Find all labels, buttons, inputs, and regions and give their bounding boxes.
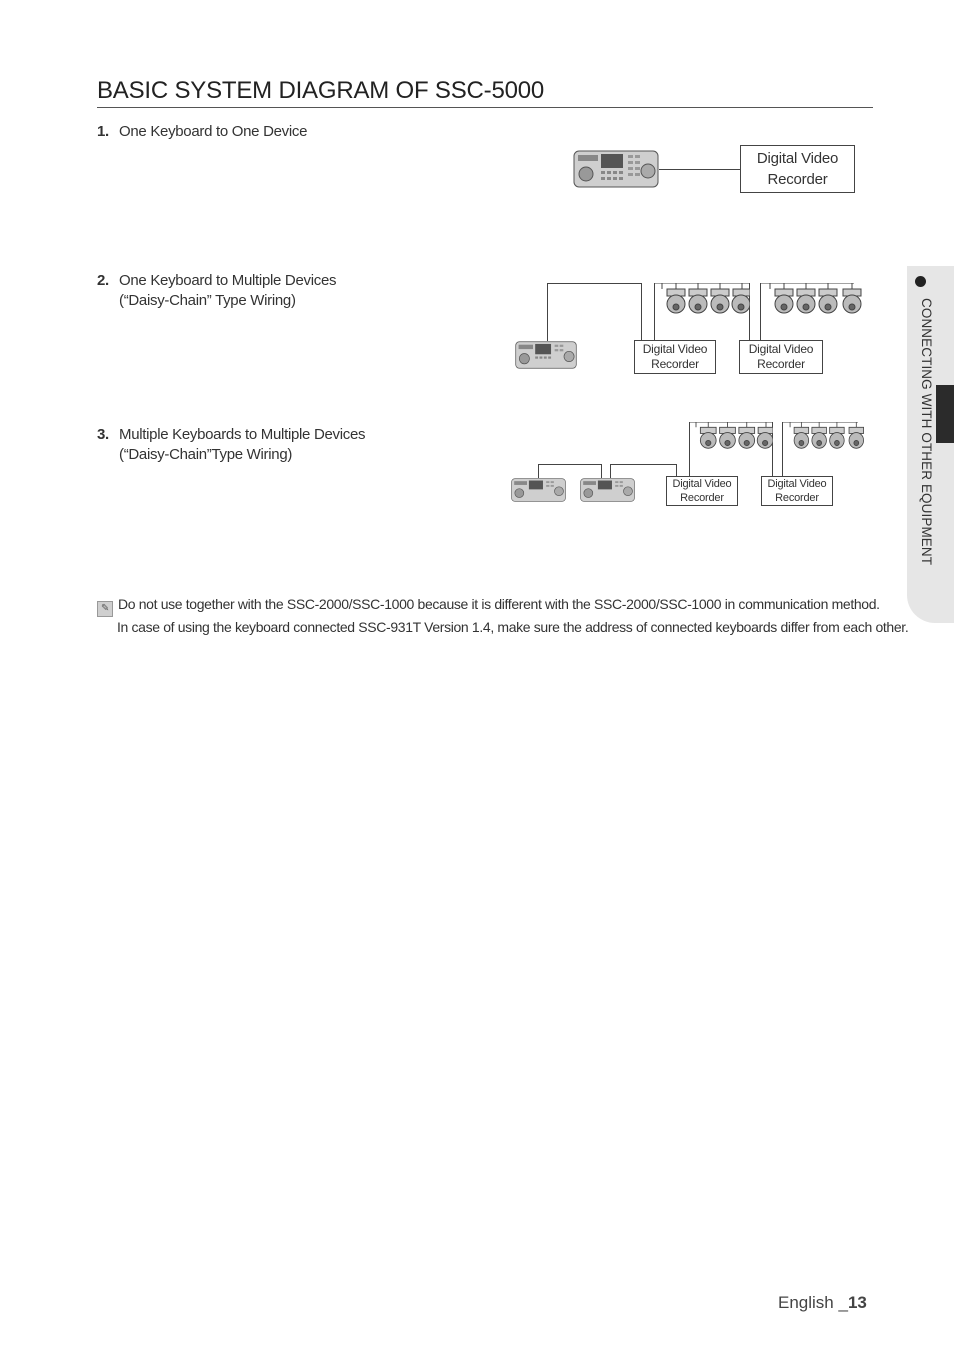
dvr-box <box>740 145 855 193</box>
dvr-label-line1: Digital Video <box>767 478 827 490</box>
footer-language: English _ <box>778 1293 848 1312</box>
page-footer <box>778 1293 867 1313</box>
cable-line <box>676 464 677 476</box>
step-number: 2. <box>97 272 109 289</box>
bullet-icon <box>915 276 926 287</box>
dvr-box <box>761 476 833 506</box>
cable-line <box>610 464 676 465</box>
cable-line <box>610 464 611 478</box>
dvr-label-line2: Recorder <box>775 492 819 504</box>
camera-group-icon <box>782 422 866 450</box>
dvr-label-line1: Digital Video <box>756 150 839 167</box>
note-pencil-icon: ✎ <box>97 601 113 617</box>
page-title: BASIC SYSTEM DIAGRAM OF SSC-5000 <box>97 76 873 108</box>
step-3 <box>97 425 365 465</box>
dvr-label-line1: Digital Video <box>748 342 814 356</box>
dvr-label-line1: Digital Video <box>672 478 732 490</box>
dvr-box <box>634 340 716 374</box>
step-number: 3. <box>97 426 109 443</box>
page-number: 13 <box>847 1293 867 1312</box>
step-text-cont: (“Daisy-Chain”Type Wiring) <box>119 446 293 463</box>
keyboard-controller-icon <box>580 478 635 502</box>
note-line-1: Do not use together with the SSC-2000/SSC-1000 because it is different with the SSC-2000/SSC-1000 in communication method. <box>118 596 880 612</box>
step-1 <box>97 122 307 142</box>
camera-group-icon <box>654 283 750 315</box>
cable-line <box>659 169 740 170</box>
cable-line <box>641 283 642 340</box>
cable-line <box>547 283 548 341</box>
note-line-2: In case of using the keyboard connected SSC-931T Version 1.4, make sure the address of connected keyboards differ from each other. <box>117 619 909 635</box>
camera-group-icon <box>689 422 773 450</box>
dvr-label-line2: Recorder <box>651 357 699 371</box>
step-text: Multiple Keyboards to Multiple Devices <box>119 426 366 443</box>
step-text-cont: (“Daisy-Chain” Type Wiring) <box>119 292 296 309</box>
keyboard-controller-icon <box>511 478 566 502</box>
chapter-tab-label: CONNECTING WITH OTHER EQUIPMENT <box>919 298 934 566</box>
step-2 <box>97 271 336 311</box>
dvr-label-line2: Recorder <box>757 357 805 371</box>
dvr-label-line2: Recorder <box>680 492 724 504</box>
keyboard-controller-icon <box>515 341 577 369</box>
step-text: One Keyboard to Multiple Devices <box>119 272 337 289</box>
step-text: One Keyboard to One Device <box>119 123 308 140</box>
dvr-box <box>739 340 823 374</box>
cable-line <box>538 464 539 478</box>
cable-line <box>547 283 641 284</box>
chapter-tab-marker <box>936 385 954 443</box>
camera-group-icon <box>760 283 864 315</box>
cable-line <box>601 464 602 478</box>
dvr-label-line1: Digital Video <box>642 342 708 356</box>
dvr-label-line2: Recorder <box>767 171 828 188</box>
step-number: 1. <box>97 123 109 140</box>
note-block <box>97 594 908 637</box>
dvr-box <box>666 476 738 506</box>
keyboard-controller-icon <box>573 150 659 188</box>
cable-line <box>538 464 601 465</box>
